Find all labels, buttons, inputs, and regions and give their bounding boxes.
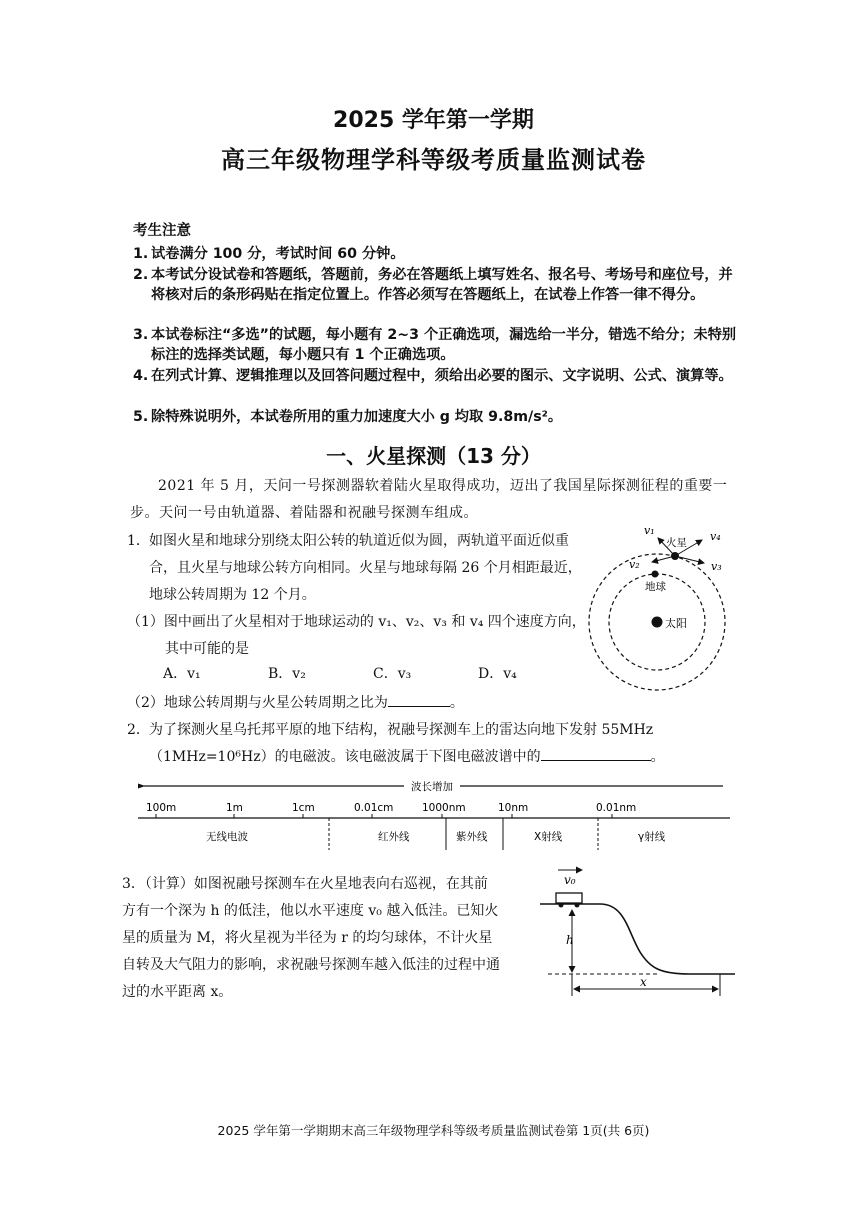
notice-item-number: 5.	[133, 409, 149, 425]
question-1-number: 1．	[127, 533, 150, 549]
tick-label: 0.01cm	[354, 802, 394, 814]
x-label: x	[640, 975, 647, 989]
question-1-sub1-text: （1）图中画出了火星相对于地球运动的 v₁、v₂、v₃ 和 v₄ 四个速度方向，其中可能的是	[127, 614, 586, 657]
choice-c[interactable]: C．v₃	[373, 666, 412, 682]
v3-label: v₃	[711, 560, 722, 573]
question-1-sub2-end: 。	[449, 695, 464, 711]
earth-label: 地球	[645, 581, 666, 593]
mars-label: 火星	[666, 537, 687, 549]
notice-heading: 考生注意	[133, 223, 191, 239]
earth-icon	[652, 571, 659, 578]
notice-item	[133, 244, 743, 264]
orbit-diagram	[580, 518, 755, 698]
v4-label: v₄	[710, 530, 721, 543]
tick-label: 0.01nm	[596, 802, 637, 814]
answer-blank[interactable]	[541, 746, 651, 761]
choice-d[interactable]: D．v₄	[478, 666, 517, 682]
band-label-xray: X射线	[534, 831, 563, 843]
question-2	[127, 717, 747, 771]
band-label-gamma: γ射线	[638, 831, 666, 843]
notice-item-number: 1.	[133, 246, 149, 262]
notice-item-text: 在列式计算、逻辑推理以及回答问题过程中，须给出必要的图示、文字说明、公式、演算等。	[151, 368, 733, 384]
rover-wheel	[559, 903, 564, 908]
band-label-ultraviolet: 紫外线	[456, 831, 488, 843]
page-footer: 2025 学年第一学期期末高三年级物理学科等级考质量监测试卷第 1页(共 6页)	[217, 1123, 650, 1138]
notice-item-number: 4.	[133, 368, 149, 384]
notice-item-text: 本试卷标注“多选”的试题，每小题有 2~3 个正确选项，漏选给一半分，错选不给分；未特别标注的选择类试题，每小题只有 1 个正确选项。	[151, 327, 737, 363]
em-spectrum-diagram	[138, 778, 730, 850]
rover-icon	[556, 893, 582, 903]
tick-label: 1000nm	[422, 802, 466, 814]
question-2-number: 2．	[127, 722, 150, 738]
sun-label: 太阳	[665, 617, 687, 630]
notice-item-text: 本考试分设试卷和答题纸，答题前，务必在答题纸上填写姓名、报名号、考场号和座位号，并将核对后的条形码贴在指定位置上。作答必须写在答题纸上，在试卷上作答一律不得分。	[151, 267, 733, 303]
v2-label: v₂	[629, 558, 640, 571]
question-1-text: 如图火星和地球分别绕太阳公转的轨道近似为圆，两轨道平面近似重合，且火星与地球公转方向相同。火星与地球每隔 26 个月相距最近，地球公转周期为 12 个月。	[149, 533, 582, 603]
section-title: 一、火星探测（13 分）	[326, 444, 541, 468]
question-1	[127, 528, 587, 609]
question-2-text: 为了探测火星乌托邦平原的地下结构，祝融号探测车上的雷达向地下发射 55MHz（1MHz=10⁶Hz）的电磁波。该电磁波属于下图电磁波谱中的	[149, 722, 654, 765]
v0-label: v₀	[564, 873, 576, 887]
notice-item	[133, 366, 743, 386]
question-1-sub1	[127, 609, 587, 663]
band-label-radio: 无线电波	[206, 831, 248, 843]
answer-blank[interactable]	[388, 692, 450, 707]
question-1-sub2	[127, 690, 464, 717]
v1-label: v₁	[644, 524, 655, 537]
h-label: h	[566, 933, 574, 947]
notice-item-text: 除特殊说明外，本试卷所用的重力加速度大小 g 均取 9.8m/s²。	[151, 409, 563, 425]
exam-title-line2: 高三年级物理学科等级考质量监测试卷	[221, 146, 646, 174]
tick-label: 100m	[146, 802, 177, 814]
notice-item	[133, 407, 743, 427]
rover-wheel	[575, 903, 580, 908]
band-label-infrared: 红外线	[378, 831, 410, 843]
choice-b[interactable]: B．v₂	[268, 666, 306, 682]
notice-item	[133, 325, 743, 365]
notice-item-number: 2.	[133, 267, 149, 283]
question-3-text: 3．（计算）如图祝融号探测车在火星地表向右巡视，在其前方有一个深为 h 的低洼，他以水平速度 v₀ 越入低洼。已知火星的质量为 M，将火星视为半径为 r 的均匀球体，不计火星自转及大气阻力的影响，求祝融号探测车越入低洼的过程中通过的水平距离 x。	[122, 876, 500, 1000]
question-2-end: 。	[650, 749, 665, 765]
v2-arrow	[652, 556, 675, 562]
wavelength-increase-label: 波长增加	[411, 781, 453, 793]
tick-label: 1m	[226, 802, 243, 814]
choice-a[interactable]: A．v₁	[163, 666, 201, 682]
notice-item	[133, 265, 743, 305]
question-1-choices	[163, 663, 583, 683]
tick-label: 10nm	[498, 802, 529, 814]
section-intro: 2021 年 5 月，天问一号探测器软着陆火星取得成功，迈出了我国星际探测征程的重要一步。天问一号由轨道器、着陆器和祝融号探测车组成。	[130, 478, 728, 521]
sun-icon	[652, 617, 663, 628]
exam-title-line1: 2025 学年第一学期	[333, 108, 534, 133]
question-1-sub2-text: （2）地球公转周期与火星公转周期之比为	[127, 695, 388, 711]
crater-diagram	[540, 860, 740, 1000]
tick-label: 1cm	[292, 802, 315, 814]
notice-item-number: 3.	[133, 327, 149, 343]
notice-item-text: 试卷满分 100 分，考试时间 60 分钟。	[151, 246, 405, 262]
